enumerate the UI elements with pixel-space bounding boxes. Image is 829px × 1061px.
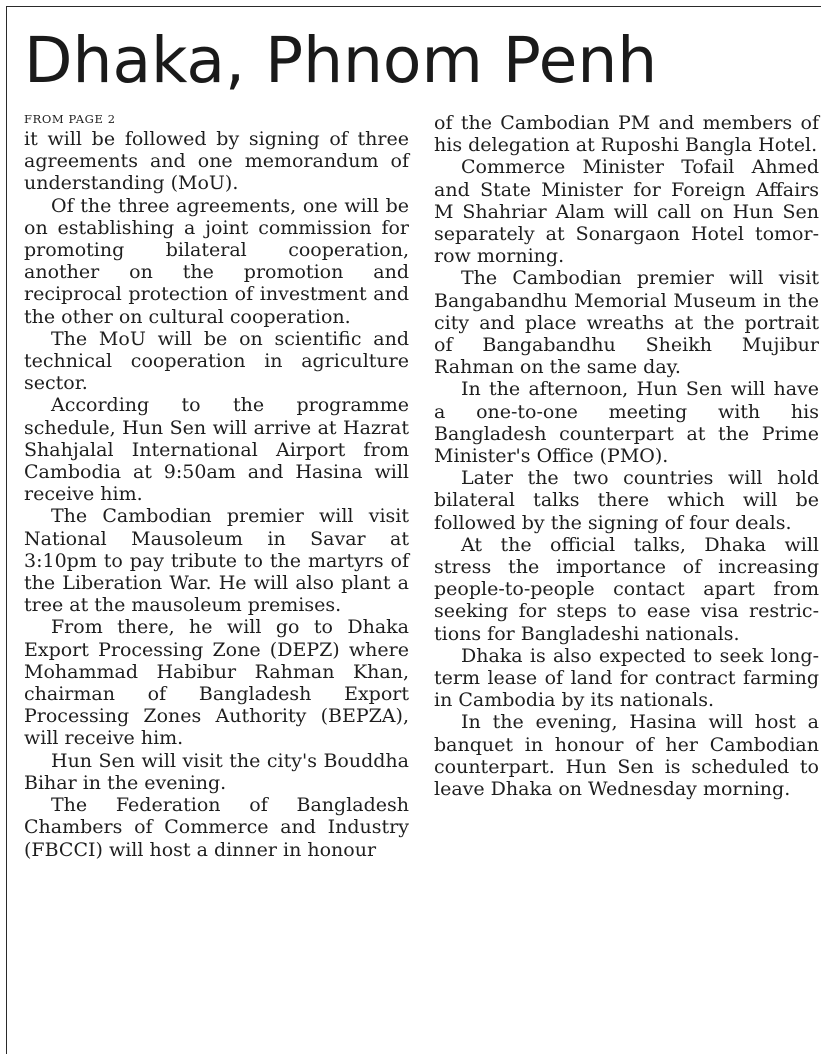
article-paragraph: of the Cambodian PM and members of his delegation at Ruposhi Bangla Hotel.: [434, 112, 819, 157]
article-paragraph: In the evening, Hasina will host a banquet in honour of her Cambodian counterpart. Hun Sen is scheduled to leave Dhaka on Wednesday morning.: [434, 711, 819, 801]
article-paragraph: The Federation of Bangladesh Chambers of Commerce and Industry (FBCCI) will host a dinner in honour: [24, 794, 409, 861]
continued-from-label: FROM PAGE 2: [24, 112, 116, 126]
article-paragraph: The Cambodian premier will visit National Mausoleum in Savar at 3:10pm to pay tribute to the martyrs of the Liberation War. He will also plant a tree at the mausoleum premises.: [24, 505, 409, 617]
left-border-rule: [6, 6, 7, 1054]
article-paragraph: According to the programme schedule, Hun Sen will arrive at Hazrat Shahjalal International Airport from Cambodia at 9:50am and Hasina will receive him.: [24, 394, 409, 506]
article-paragraph: Commerce Minister Tofail Ahmed and State Minister for Foreign Affairs M Shahriar Alam will call on Hun Sen separately at Sonargaon Hotel tomorrow morning.: [434, 156, 819, 268]
article-paragraph: Of the three agreements, one will be on establishing a joint commission for promoting bilateral cooperation, another on the promotion and reciprocal protection of investment and the other on cultural cooperation.: [24, 194, 409, 328]
article-paragraph: it will be followed by signing of three agreements and one memorandum of understanding (MoU).: [24, 128, 409, 195]
article-paragraph: From there, he will go to Dhaka Export Processing Zone (DEPZ) where Mohammad Habibur Rahman Khan, chairman of Bangladesh Export Processing Zones Authority (BEPZA), will receive him.: [24, 616, 409, 750]
article-paragraph: Dhaka is also expected to seek long-term lease of land for contract farming in Cambodia by its nationals.: [434, 644, 819, 712]
article-column-left: [24, 112, 409, 861]
article-paragraph: Later the two countries will hold bilateral talks there which will be followed by the signing of four deals.: [434, 467, 819, 534]
article-paragraph: The MoU will be on scientific and technical cooperation in agriculture sector.: [24, 327, 409, 395]
headline: Dhaka, Phnom Penh: [24, 24, 658, 97]
article-paragraph: In the afternoon, Hun Sen will have a one-to-one meeting with his Bangladesh counterpart at the Prime Minister's Office (PMO).: [434, 378, 819, 468]
article-column-right: [434, 112, 819, 800]
article-paragraph: At the official talks, Dhaka will stress the importance of increasing people-to-people contact apart from seeking for steps to ease visa restrictions for Bangladeshi nationals.: [434, 533, 819, 645]
article-paragraph: Hun Sen will visit the city's Bouddha Bihar in the evening.: [24, 749, 409, 794]
article-paragraph: The Cambodian premier will visit Bangabandhu Memorial Museum in the city and place wreaths at the portrait of Bangabandhu Sheikh Mujibur Rahman on the same day.: [434, 267, 819, 379]
top-border-rule: [6, 6, 821, 7]
